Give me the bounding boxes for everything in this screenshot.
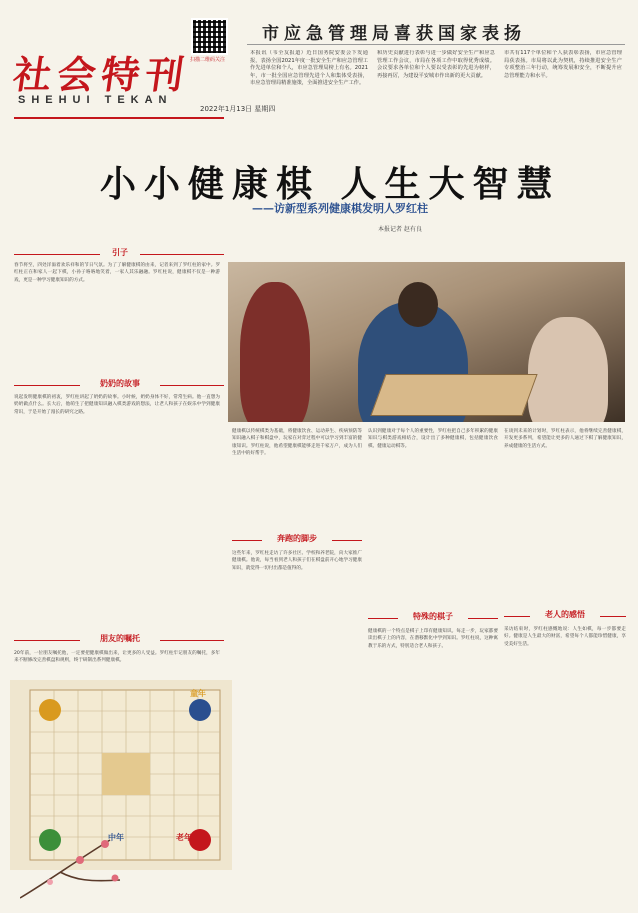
top-story-col-2: 和历史贡献进行表彰与进一步做好安全生产和应急管理工作会议，市局在各项工作中取得优秀成绩。会议要求各单位和个人要以受表彰的先进为榜样，再接再厉，为建设平安城市作出新的更大贡献。 [377,50,495,79]
friend-text: 20年前，一位朋友嘱托他，一定要把健康棋做出来，让更多的人受益。罗红柱牢记朋友的嘱托，多年来不断修改完善棋盘和规则，终于研制出系列健康棋。 [14,651,220,664]
section-story: 奶奶的故事 [80,378,160,389]
person-left [240,282,310,422]
masthead-divider [14,117,224,119]
section-elder: 老人的感悟 [530,609,600,620]
intro-text: 春节将至，四处洋溢着欢乐祥和的节日气氛。为了了解健康棋的由来，记者来到了罗红柱的家中。罗红柱正在和家人一起下棋，小孙子咯咯地笑着，一家人其乐融融。罗红柱说，健康棋不仅是一种游戏，更是一种学习健康知识的方式。 [14,263,220,283]
feature2-text: 健康棋的一个特点是棋子上印有健康知识。每走一步，玩家都要读出棋子上的内容，在潜移默化中学到知识。罗红柱说，这种寓教于乐的方式，特别适合老人和孩子。 [368,629,498,649]
elder-text: 采访结束时，罗红柱感慨地说：人生如棋，每一步都要走好。健康是人生最大的财富，希望每个人都能珍惜健康，享受美好生活。 [504,627,626,647]
feature-photo [228,262,625,422]
top-story-col-3: 市共有117个单位和个人获表彰表扬，市应急管理局获表扬。市局将以此为契机，持续推进安全生产专项整治三年行动，统筹发展和安全，不断提升应急管理能力和水平。 [504,50,622,79]
section-feature2: 特殊的棋子 [398,611,468,622]
insist-text: 这些年来，罗红柱走访了许多社区、学校和养老院，向大家推广健康棋。他说，每当看到老人和孩子们在棋盘前开心地学习健康知识，就觉得一切付出都是值得的。 [232,551,362,571]
plum-blossom-decoration [20,820,140,900]
qr-code [191,18,228,55]
headline-divider [247,44,625,45]
person-child [528,317,608,422]
masthead-title: 社会特刊 [10,53,193,97]
corner-label-youth: 青年 [40,833,56,842]
section-insist: 奔跑的脚步 [262,533,332,544]
story-text: 说起发明健康棋的初衷，罗红柱讲起了奶奶的故事。小时候，奶奶身体不好，常常生病。他一直想为奶奶做点什么。长大后，他萌生了把健康知识融入棋类游戏的想法，让老人和孩子在娱乐中学到健康常识，于是开始了漫长的研究之路。 [14,395,220,415]
person-man-head [398,282,438,327]
col2-text: 健康棋以传统棋类为基础，将健康饮食、运动养生、疾病预防等知识融入棋子和棋盘中，玩家在对弈过程中可以学习到丰富的健康知识。罗红柱说，他希望健康棋能够走进千家万户，成为人们生活中的好帮手。 [232,429,362,456]
chess-piece-red [189,829,211,851]
section-friend: 朋友的嘱托 [80,633,160,644]
top-story-col-1: 本报讯（韦全友报道）近日国务院安委会下发通报，表扬全国2021年度一批安全生产和应急管理工作先进单位和个人，市应急管理局榜上有名。2021年，市一批全国应急管理先进个人和集体受表扬，市应急管理局精准施策，全面推进安全生产工作。 [250,50,368,87]
issue-date: 2022年1月13日 星期四 [200,105,276,113]
col4-text: 在谈到未来的计划时，罗红柱表示，他将继续完善健康棋，开发更多系列，希望能让更多的人通过下棋了解健康知识，养成健康的生活方式。 [504,429,626,449]
corner-label-middle: 中年 [108,833,124,842]
section-intro: 引子 [100,247,140,258]
col3-text: 认识到健康对于每个人的重要性，罗红柱把自己多年积累的健康知识与棋类游戏相结合，设计出了多种健康棋，包括健康饮食棋、健康运动棋等。 [368,429,498,449]
feature-title: 小小健康棋 人生大智慧 [100,163,561,205]
feature-byline: 本报记者 赵有良 [378,226,422,233]
corner-label-child: 童年 [190,689,206,698]
chess-piece-blue [189,699,211,721]
feature-subtitle: ——访新型系列健康棋发明人罗红柱 [252,202,428,215]
chess-piece-yellow [39,699,61,721]
qr-caption: 扫描二维码关注 [190,57,226,63]
masthead-pinyin: SHEHUI TEKAN [18,94,173,106]
top-headline: 市应急管理局喜获国家表扬 [262,24,526,44]
chess-table [370,374,537,416]
corner-label-elder: 老年 [176,833,192,842]
